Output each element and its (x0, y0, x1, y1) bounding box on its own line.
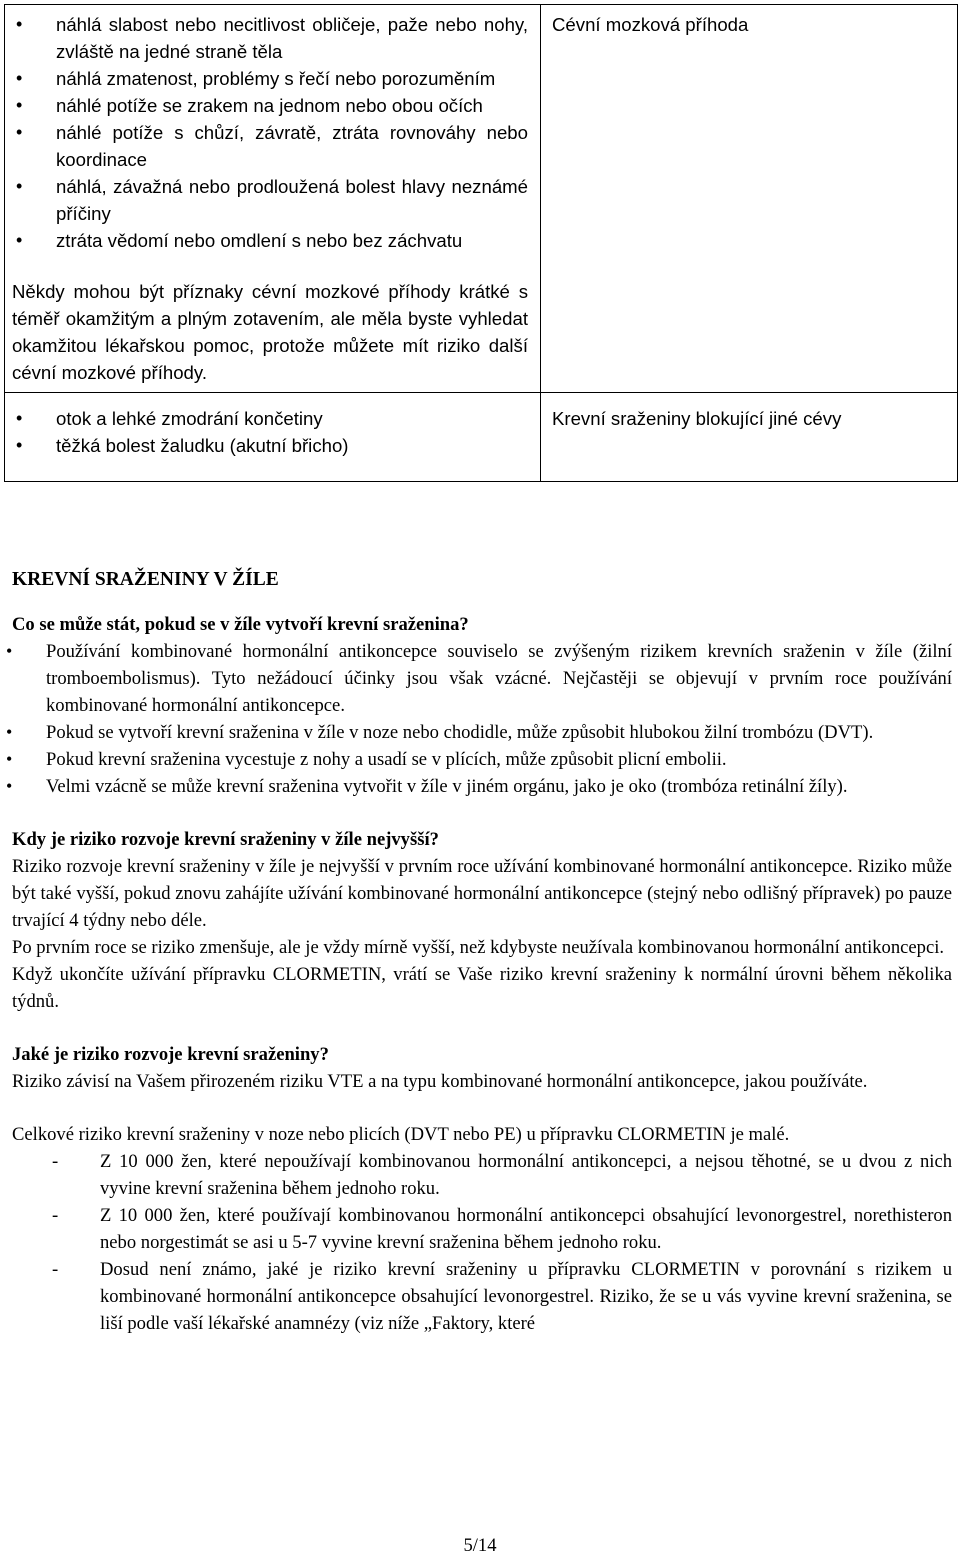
page-number: 5/14 (463, 1535, 497, 1556)
list-item: - Dosud není známo, jaké je riziko krevní sraženiny u přípravku CLORMETIN v porovnání s rizikem u kombinované hormonální antikoncepce obsahující levonorgestrel. Riziko, že se u vás vyvine krevní sraženina, se liší podle vaší lékařské anamnézy (viz níže „Faktory, které (12, 1256, 952, 1337)
dash-list (12, 1148, 952, 1337)
list-item: • náhlá zmatenost, problémy s řečí nebo porozuměním (12, 65, 528, 92)
list-item: - Z 10 000 žen, které používají kombinovanou hormonální antikoncepci obsahující levonorgestrel, norethisteron nebo norgestimát se asi u 5-7 vyvine krevní sraženina během jednoho roku. (12, 1202, 952, 1256)
list-item: • Pokud krevní sraženina vycestuje z nohy a usadí se v plících, může způsobit plicní embolii. (2, 746, 952, 773)
list-item: - Z 10 000 žen, které nepoužívají kombinovanou hormonální antikoncepci, a nejsou těhotné, se u dvou z nich vyvine krevní sraženina během jednoho roku. (12, 1148, 952, 1202)
paragraph: Po prvním roce se riziko zmenšuje, ale je vždy mírně vyšší, než kdybyste neužívala kombinovanou hormonální antikoncepci. (12, 937, 945, 958)
paragraph: Celkové riziko krevní sraženiny v noze nebo plicích (DVT nebo PE) u přípravku CLORMETIN je malé. (12, 1124, 790, 1145)
symptoms-cell (5, 5, 541, 392)
symptom-note: Někdy mohou být příznaky cévní mozkové příhody krátké s téměř okamžitým a plným zotavením, ale měla byste vyhledat okamžitou lékařskou pomoc, protože můžete mít riziko další cévní mozkové příhody. (12, 281, 528, 383)
table-row (5, 5, 957, 392)
list-item: • otok a lehké zmodrání končetiny (12, 405, 528, 432)
main-content (12, 566, 952, 1337)
risk-list (2, 638, 952, 800)
list-item: • náhlá, závažná nebo prodloužená bolest hlavy neznámé příčiny (12, 173, 528, 227)
symptom-list (12, 11, 528, 254)
paragraph: Když ukončíte užívání přípravku CLORMETIN, vrátí se Vaše riziko krevní sraženiny k normální úrovni během několika týdnů. (12, 964, 952, 1012)
table-row (5, 392, 957, 481)
paragraph: Riziko závisí na Vašem přirozeném riziku VTE a na typu kombinované hormonální antikoncepce, jakou používáte. (12, 1071, 868, 1092)
question-heading: Co se může stát, pokud se v žíle vytvoří krevní sraženina? (12, 614, 469, 635)
section-title: KREVNÍ SRAŽENINY V ŽÍLE (12, 569, 279, 590)
question-heading: Kdy je riziko rozvoje krevní sraženiny v žíle nejvyšší? (12, 829, 439, 850)
list-item: • Velmi vzácně se může krevní sraženina vytvořit v žíle v jiném orgánu, jako je oko (trombóza retinální žíly). (2, 773, 952, 800)
symptom-list (12, 405, 528, 459)
paragraph: Riziko rozvoje krevní sraženiny v žíle je nejvyšší v prvním roce užívání kombinované hormonální antikoncepce. Riziko může být také vyšší, pokud znovu zahájíte užívání kombinované hormonální antikoncepce (stejný nebo odlišný přípravek) po pauze trvající 4 týdny nebo déle. (12, 856, 952, 931)
symptoms-table (4, 4, 958, 482)
list-item: • Používání kombinované hormonální antikoncepce souviselo se zvýšeným rizikem krevních sraženin v žíle (žilní tromboembolismus). Tyto nežádoucí účinky jsou však vzácné. Nejčastěji se objevují v prvním roce používání kombinované hormonální antikoncepce. (2, 638, 952, 719)
condition-cell: Cévní mozková příhoda (552, 14, 749, 35)
list-item: • ztráta vědomí nebo omdlení s nebo bez záchvatu (12, 227, 528, 254)
symptoms-cell (5, 393, 541, 481)
condition-cell: Krevní sraženiny blokující jiné cévy (552, 408, 842, 429)
list-item: • těžká bolest žaludku (akutní břicho) (12, 432, 528, 459)
list-item: • Pokud se vytvoří krevní sraženina v žíle v noze nebo chodidle, může způsobit hlubokou žilní trombózu (DVT). (2, 719, 952, 746)
question-heading: Jaké je riziko rozvoje krevní sraženiny? (12, 1044, 329, 1065)
list-item: • náhlé potíže se zrakem na jednom nebo obou očích (12, 92, 528, 119)
list-item: • náhlé potíže s chůzí, závratě, ztráta rovnováhy nebo koordinace (12, 119, 528, 173)
list-item: • náhlá slabost nebo necitlivost obličeje, paže nebo nohy, zvláště na jedné straně těla (12, 11, 528, 65)
